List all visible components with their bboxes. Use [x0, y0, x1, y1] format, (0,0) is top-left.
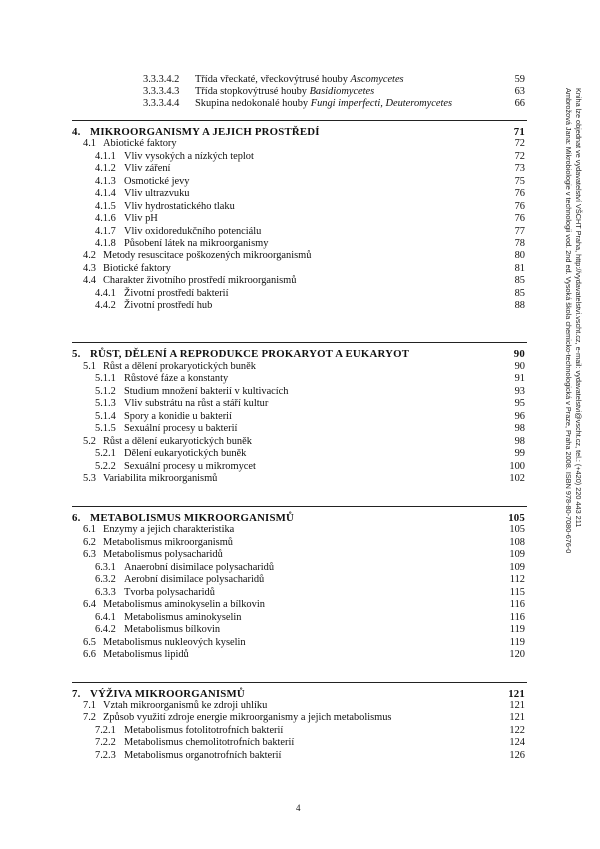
toc-entry-title-text: Třída stopkovýtrusé houby [195, 86, 310, 97]
toc-entry-page: 85 [514, 288, 525, 299]
toc-entry-title-text: Metabolismus nukleových kyselin [103, 637, 246, 648]
toc-entry-page: 73 [514, 163, 525, 174]
toc-entry-number: 6.2 [83, 537, 96, 548]
toc-entry-number: 4.1.2 [95, 163, 116, 174]
toc-entry-title-italic: Basidiomycetes [309, 86, 375, 97]
toc-entry-title-text: Metabolismus aminokyselin [124, 612, 242, 623]
toc-entry-title [124, 562, 274, 574]
toc-entry-title [124, 151, 254, 163]
toc-entry-title [124, 398, 268, 410]
toc-entry-page: 72 [514, 138, 525, 149]
toc-entry-title [124, 238, 268, 250]
toc-entry-title-italic: Fungi imperfecti, Deuteromycetes [310, 98, 453, 109]
toc-entry-number: 5.1.3 [95, 398, 116, 409]
toc-entry-title [103, 712, 391, 724]
toc-entry-page: 115 [509, 587, 525, 598]
toc-entry-page: 121 [509, 700, 525, 711]
toc-entry-number: 4.1.5 [95, 201, 116, 212]
toc-entry-number: 4.4.1 [95, 288, 116, 299]
toc-entry-number: 4.1.1 [95, 151, 116, 162]
toc-entry-number: 4.4.2 [95, 300, 116, 311]
toc-entry-number: 4.1.8 [95, 238, 116, 249]
toc-entry-number: 4.1.6 [95, 213, 116, 224]
toc-entry-number: 7.2.1 [95, 725, 116, 736]
toc-entry-title [124, 448, 246, 460]
toc-entry-title [195, 86, 374, 98]
toc-entry-title-text: Růst a dělení eukaryotických buněk [103, 436, 252, 447]
toc-entry-number: 4.4 [83, 275, 96, 286]
toc-entry-number: 6.5 [83, 637, 96, 648]
toc-entry-number: 7.1 [83, 700, 96, 711]
toc-entry-title [90, 688, 245, 700]
toc-entry-number: 5.1 [83, 361, 96, 372]
toc-entry-page: 78 [514, 238, 525, 249]
toc-entry-title-text: Metabolismus polysacharidů [103, 549, 223, 560]
toc-entry-number: 4.1.7 [95, 226, 116, 237]
toc-entry-title-text: Vliv oxidoredukčního potenciálu [124, 226, 262, 237]
toc-entry-number: 4.1 [83, 138, 96, 149]
toc-entry-page: 126 [509, 750, 525, 761]
toc-entry-title [103, 473, 217, 485]
toc-entry-title [124, 163, 170, 175]
toc-entry-title-text: Vztah mikroorganismů ke zdroji uhlíku [103, 700, 268, 711]
toc-entry-number: 4. [72, 126, 81, 138]
toc-entry-title-text: METABOLISMUS MIKROORGANISMŮ [90, 512, 295, 524]
toc-entry-page: 63 [514, 86, 525, 97]
toc-entry-page: 116 [509, 612, 525, 623]
toc-entry-number: 6.4 [83, 599, 96, 610]
toc-entry-title [103, 524, 234, 536]
toc-entry-page: 95 [514, 398, 525, 409]
toc-entry-title-text: Životní prostředí bakterií [124, 288, 229, 299]
toc-entry-number: 6.3.2 [95, 574, 116, 585]
toc-entry-title [124, 201, 235, 213]
toc-entry-page: 112 [509, 574, 525, 585]
toc-entry-title [103, 138, 177, 150]
toc-entry-number: 7.2 [83, 712, 96, 723]
toc-entry-title-text: RŮST, DĚLENÍ A REPRODUKCE PROKARYOT A EUKARYOT [90, 348, 410, 360]
toc-entry-page: 72 [514, 151, 525, 162]
toc-entry-page: 100 [509, 461, 525, 472]
toc-entry-page: 119 [509, 624, 525, 635]
toc-entry-page: 121 [508, 688, 525, 700]
toc-entry-title-text: Tvorba polysacharidů [124, 587, 215, 598]
toc-entry-page: 59 [514, 74, 525, 85]
toc-entry-title [124, 188, 190, 200]
toc-entry-title-text: Osmotické jevy [124, 176, 190, 187]
toc-entry-title [103, 275, 296, 287]
toc-entry-title-text: Životní prostředí hub [124, 300, 213, 311]
toc-entry-title [124, 176, 190, 188]
toc-entry-page: 124 [509, 737, 525, 748]
toc-entry-page: 102 [509, 473, 525, 484]
toc-entry-page: 77 [514, 226, 525, 237]
toc-entry-title-text: Aerobní disimilace polysacharidů [124, 574, 265, 585]
toc-entry-number: 4.1.3 [95, 176, 116, 187]
toc-entry-title-text: VÝŽIVA MIKROORGANISMŮ [90, 688, 245, 700]
toc-entry-title [124, 411, 232, 423]
toc-entry-page: 116 [509, 599, 525, 610]
toc-entry-title [124, 612, 241, 624]
toc-entry-title [124, 574, 264, 586]
toc-entry-number: 5.1.5 [95, 423, 116, 434]
toc-entry-title-text: Vliv záření [124, 163, 171, 174]
toc-entry-page: 76 [514, 201, 525, 212]
toc-entry-title-text: Vliv pH [124, 213, 158, 224]
toc-entry-page: 80 [514, 250, 525, 261]
toc-entry-number: 4.3 [83, 263, 96, 274]
toc-entry-page: 85 [514, 275, 525, 286]
toc-entry-page: 99 [514, 448, 525, 459]
toc-entry-number: 6.3.1 [95, 562, 116, 573]
chapter-rule [72, 120, 527, 121]
chapter-rule [72, 342, 527, 343]
toc-entry-number: 6.4.2 [95, 624, 116, 635]
toc-entry-page: 98 [514, 436, 525, 447]
toc-entry-title-text: Skupina nedokonalé houby [195, 98, 311, 109]
toc-entry-page: 76 [514, 213, 525, 224]
toc-entry-title [103, 700, 267, 712]
toc-entry-title [124, 226, 261, 238]
toc-entry-page: 91 [514, 373, 525, 384]
toc-entry-title-text: Třída vřeckaté, vřeckovýtrusé houby [195, 74, 351, 85]
toc-entry-title [195, 74, 404, 86]
toc-entry-title-text: Sexuální procesy u bakterií [124, 423, 238, 434]
toc-entry-page: 98 [514, 423, 525, 434]
toc-entry-page: 71 [513, 126, 525, 138]
toc-entry-page: 108 [509, 537, 525, 548]
toc-entry-page: 96 [514, 411, 525, 422]
toc-entry-number: 5.3 [83, 473, 96, 484]
toc-entry-title-text: Vliv substrátu na růst a stáří kultur [124, 398, 269, 409]
toc-entry-title-text: Růstové fáze a konstanty [124, 373, 229, 384]
chapter-rule [72, 682, 527, 683]
toc-entry-number: 5. [72, 348, 81, 360]
toc-entry-title-text: Studium množení bakterií v kultivacích [124, 386, 289, 397]
toc-entry-title-text: Anaerobní disimilace polysacharidů [124, 562, 275, 573]
toc-entry-title-text: Charakter životního prostředí mikroorganismů [103, 275, 297, 286]
toc-entry-title-text: Sexuální procesy u mikromycet [124, 461, 256, 472]
side-note-line-2: Kniha lze objednat ve vydavatelství VŠCHT Praha, http://vydavatelstvi.vscht.cz, e-mail: vydavatelstvi@vscht.cz, tel.: (+420) 220 443 211 [574, 88, 583, 528]
toc-entry-page: 75 [514, 176, 525, 187]
toc-entry-title-text: Variabilita mikroorganismů [103, 473, 218, 484]
toc-entry-title [195, 98, 452, 110]
toc-entry-title-text: Vliv vysokých a nízkých teplot [124, 151, 254, 162]
toc-entry-title [103, 436, 252, 448]
toc-entry-number: 3.3.3.4.2 [143, 74, 180, 85]
toc-entry-number: 7.2.3 [95, 750, 116, 761]
toc-entry-title-text: Metabolismus mikroorganismů [103, 537, 233, 548]
toc-entry-title [124, 288, 228, 300]
toc-entry-title [90, 512, 294, 524]
toc-entry-title [124, 300, 212, 312]
toc-entry-title [103, 537, 233, 549]
toc-entry-page: 119 [509, 637, 525, 648]
toc-entry-number: 5.2.1 [95, 448, 116, 459]
toc-entry-title [124, 750, 281, 762]
toc-entry-page: 105 [509, 524, 525, 535]
toc-entry-page: 90 [513, 348, 525, 360]
toc-entry-page: 122 [509, 725, 525, 736]
toc-entry-title-text: Metabolismus bílkovin [124, 624, 221, 635]
toc-entry-title-text: MIKROORGANISMY A JEJICH PROSTŘEDÍ [90, 126, 320, 138]
toc-entry-title [124, 213, 158, 225]
toc-entry-title-text: Spory a konidie u bakterií [124, 411, 232, 422]
toc-entry-title [103, 599, 265, 611]
toc-entry-title-text: Působení látek na mikroorganismy [124, 238, 269, 249]
toc-entry-title-text: Metabolismus aminokyselin a bílkovin [103, 599, 265, 610]
toc-entry-page: 76 [514, 188, 525, 199]
toc-entry-title-text: Vliv hydrostatického tlaku [124, 201, 235, 212]
toc-entry-title [103, 637, 246, 649]
toc-entry-number: 7. [72, 688, 81, 700]
toc-entry-page: 121 [509, 712, 525, 723]
toc-entry-number: 3.3.3.4.3 [143, 86, 180, 97]
toc-entry-number: 5.1.2 [95, 386, 116, 397]
toc-entry-number: 7.2.2 [95, 737, 116, 748]
toc-entry-number: 5.2 [83, 436, 96, 447]
toc-entry-title [103, 549, 223, 561]
toc-entry-title-text: Růst a dělení prokaryotických buněk [103, 361, 256, 372]
toc-entry-page: 109 [509, 562, 525, 573]
side-note-svg [556, 88, 588, 688]
toc-entry-number: 5.1.4 [95, 411, 116, 422]
page-number: 4 [296, 803, 301, 813]
toc-entry-page: 105 [508, 512, 525, 524]
toc-entry-number: 6. [72, 512, 81, 524]
toc-entry-title [124, 461, 256, 473]
toc-entry-number: 6.6 [83, 649, 96, 660]
toc-entry-title-text: Biotické faktory [103, 263, 171, 274]
toc-entry-number: 4.2 [83, 250, 96, 261]
side-note [556, 88, 588, 688]
toc-entry-number: 5.2.2 [95, 461, 116, 472]
toc-entry-title-text: Metabolismus chemolitotrofních bakterií [124, 737, 295, 748]
chapter-rule [72, 506, 527, 507]
toc-entry-page: 90 [514, 361, 525, 372]
toc-entry-title-text: Enzymy a jejich charakteristika [103, 524, 235, 535]
toc-entry-page: 81 [514, 263, 525, 274]
side-note-line-1: Ambrožová Jana: Mikrobiologie v technologii vod. 2nd ed. Vysoká škola chemicko-technologická v Praze, Praha 2008. ISBN 978-80-7080-676-0 [564, 88, 573, 554]
toc-entry-title-text: Metabolismus fotolitotrofních bakterií [124, 725, 284, 736]
toc-entry-number: 6.1 [83, 524, 96, 535]
toc-entry-page: 93 [514, 386, 525, 397]
toc-entry-title [103, 263, 171, 275]
toc-entry-title [124, 725, 283, 737]
toc-entry-title-text: Metody resuscitace poškozených mikroorganismů [103, 250, 312, 261]
toc-entry-title [124, 386, 289, 398]
toc-entry-title-text: Dělení eukaryotických buněk [124, 448, 247, 459]
toc-entry-number: 5.1.1 [95, 373, 116, 384]
toc-entry-number: 6.3.3 [95, 587, 116, 598]
toc-entry-title [124, 373, 228, 385]
toc-entry-number: 3.3.3.4.4 [143, 98, 180, 109]
toc-entry-title [124, 587, 215, 599]
toc-entry-title-text: Vliv ultrazvuku [124, 188, 190, 199]
toc-entry-title [103, 649, 189, 661]
toc-entry-number: 4.1.4 [95, 188, 116, 199]
toc-entry-title-text: Způsob využití zdroje energie mikroorganismy a jejich metabolismus [103, 712, 392, 723]
toc-entry-title-text: Metabolismus organotrofních bakterií [124, 750, 282, 761]
toc-entry-title-text: Abiotické faktory [103, 138, 177, 149]
toc-entry-title-text: Metabolismus lipidů [103, 649, 189, 660]
toc-entry-title [90, 348, 409, 360]
toc-entry-page: 109 [509, 549, 525, 560]
toc-entry-title [90, 126, 320, 138]
toc-entry-page: 88 [514, 300, 525, 311]
toc-entry-title [124, 624, 220, 636]
toc-entry-page: 66 [514, 98, 525, 109]
toc-entry-title [103, 250, 311, 262]
toc-entry-page: 120 [509, 649, 525, 660]
toc-entry-title [124, 423, 237, 435]
toc-entry-title [124, 737, 294, 749]
toc-entry-title [103, 361, 256, 373]
toc-entry-number: 6.4.1 [95, 612, 116, 623]
toc-entry-title-italic: Ascomycetes [350, 74, 404, 85]
toc-entry-number: 6.3 [83, 549, 96, 560]
